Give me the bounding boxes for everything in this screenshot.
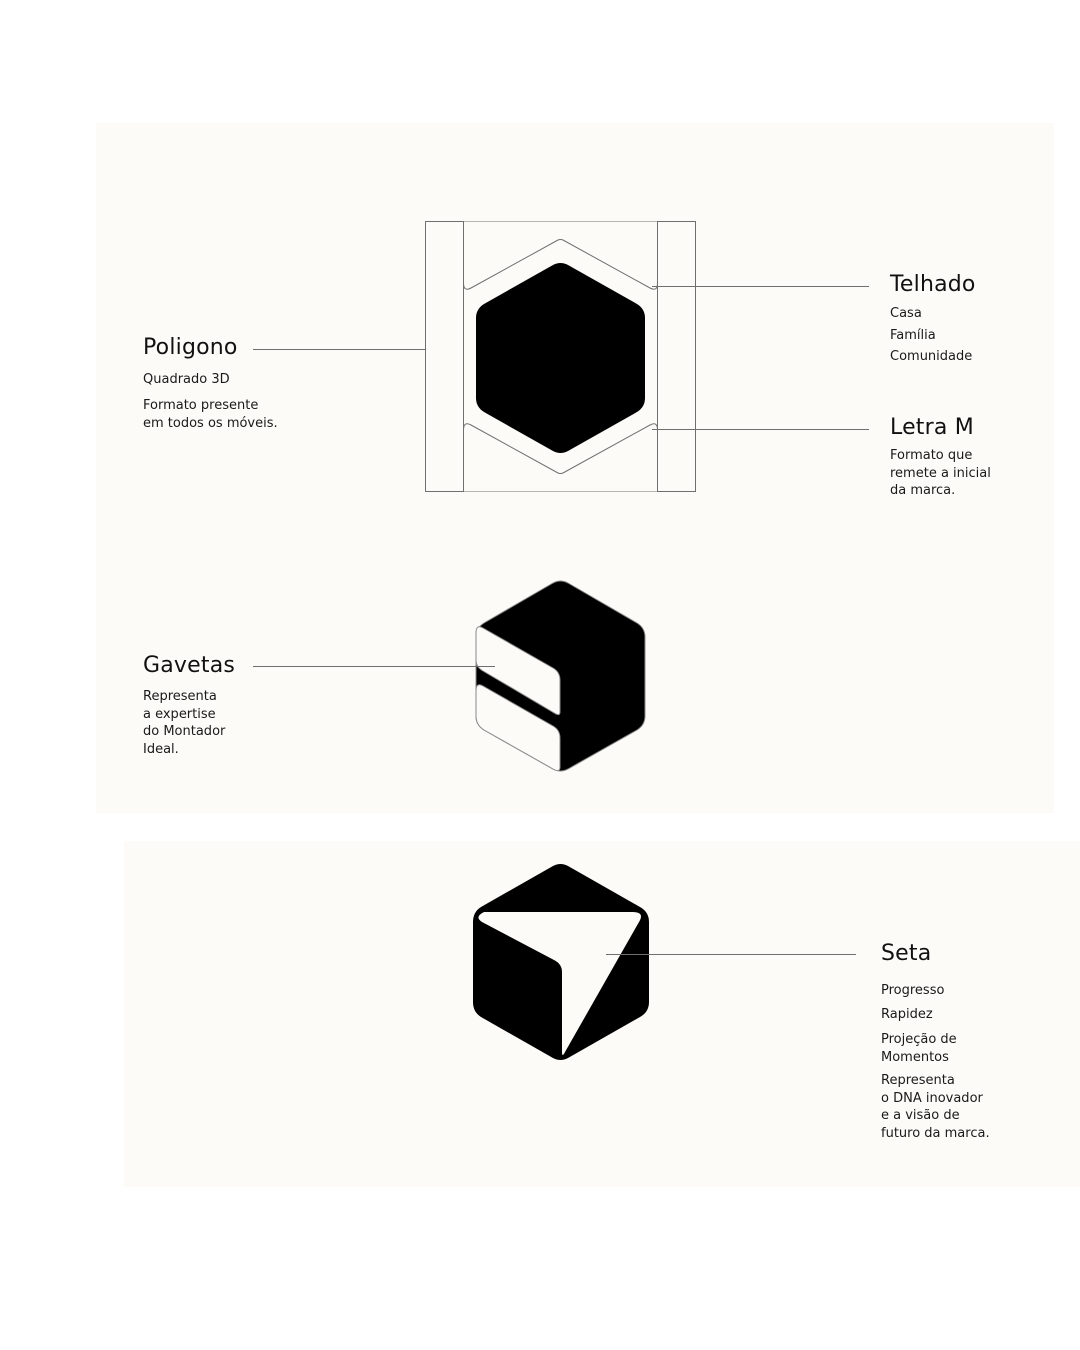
hexagon-construction-icon [426,222,696,492]
seta-note-3: Projeção de Momentos [881,1032,957,1065]
gavetas-title: Gavetas [143,653,236,678]
telhado-note-2: Família [890,328,936,343]
arrow-cube-logo-icon [473,864,649,1060]
poligono-title: Poligono [143,335,238,360]
poligono-note-2: Formato presente em todos os móveis. [143,398,278,431]
gavetas-note-1: Representa a expertise do Montador Ideal. [143,689,226,757]
letra-m-title: Letra M [890,415,974,440]
telhado-title: Telhado [890,272,976,297]
telhado-note-3: Comunidade [890,349,973,364]
seta-note-4: Representa o DNA inovador e a visão de futuro da marca. [881,1073,990,1141]
drawers-cube-icon [476,581,645,771]
seta-title: Seta [881,941,932,966]
seta-note-2: Rapidez [881,1007,933,1022]
poligono-note-1: Quadrado 3D [143,372,230,387]
letra-m-note-1: Formato que remete a inicial da marca. [890,448,991,498]
seta-note-1: Progresso [881,983,945,998]
hexagon-shape [476,263,645,453]
telhado-note-1: Casa [890,306,922,321]
